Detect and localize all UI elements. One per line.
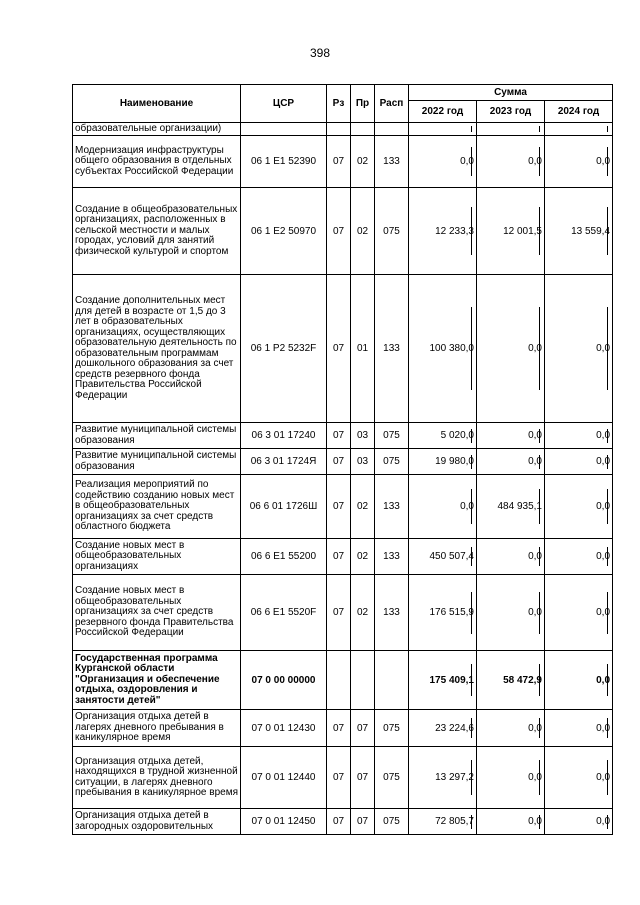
cell-rasp: 075 [375, 710, 409, 747]
cell-csr: 07 0 01 12440 [241, 747, 327, 809]
cell-csr: 06 6 01 1726Ш [241, 475, 327, 539]
cell-rasp: 075 [375, 188, 409, 275]
cell-pr: 03 [351, 423, 375, 449]
cell-v2023: 0,0 [477, 449, 545, 475]
cell-v2022: 12 233,3 [409, 188, 477, 275]
table-row [73, 747, 613, 809]
table-row [73, 123, 613, 136]
cell-pr: 01 [351, 275, 375, 423]
cell-v2022: 0,0 [409, 475, 477, 539]
cell-v2022: 5 020,0 [409, 423, 477, 449]
cell-v2024: 0,0 [545, 423, 613, 449]
cell-rz: 07 [327, 188, 351, 275]
budget-table [72, 84, 613, 835]
cell-pr: 07 [351, 710, 375, 747]
table-row [73, 275, 613, 423]
cell-rasp: 133 [375, 539, 409, 575]
cell-rz: 07 [327, 136, 351, 188]
cell-rasp: 133 [375, 475, 409, 539]
cell-name: Создание в общеобразовательных организациях, расположенных в сельской местности и малых городах, условий для занятий физической культурой и спортом [73, 188, 241, 275]
cell-v2023: 0,0 [477, 423, 545, 449]
cell-csr: 07 0 00 00000 [241, 651, 327, 710]
cell-rz: 07 [327, 475, 351, 539]
header-year-2023: 2023 год [477, 101, 545, 123]
cell-name: Государственная программа Курганской области "Организация и обеспечение отдыха, оздоровления и занятости детей" [73, 651, 241, 710]
cell-csr: 06 6 E1 5520F [241, 575, 327, 651]
cell-v2023: 0,0 [477, 539, 545, 575]
cell-csr: 07 0 01 12450 [241, 809, 327, 835]
cell-csr: 06 3 01 1724Я [241, 449, 327, 475]
cell-v2023: 0,0 [477, 136, 545, 188]
cell-v2024: 0,0 [545, 449, 613, 475]
cell-rz: 07 [327, 809, 351, 835]
cell-rz: 07 [327, 539, 351, 575]
cell-name: Развитие муниципальной системы образования [73, 449, 241, 475]
cell-v2022: 100 380,0 [409, 275, 477, 423]
cell-rz [327, 651, 351, 710]
cell-v2023: 0,0 [477, 275, 545, 423]
cell-pr [351, 651, 375, 710]
cell-v2024 [545, 123, 613, 136]
cell-rasp [375, 123, 409, 136]
cell-pr: 07 [351, 747, 375, 809]
cell-rz [327, 123, 351, 136]
cell-name: Создание новых мест в общеобразовательных организациях [73, 539, 241, 575]
header-csr: ЦСР [241, 85, 327, 123]
cell-v2024: 0,0 [545, 575, 613, 651]
cell-v2023: 12 001,5 [477, 188, 545, 275]
cell-name: Развитие муниципальной системы образования [73, 423, 241, 449]
cell-rz: 07 [327, 275, 351, 423]
cell-v2023: 0,0 [477, 809, 545, 835]
cell-name: Создание новых мест в общеобразовательных организациях за счет средств резервного фонда Правительства Российской Федерации [73, 575, 241, 651]
cell-v2022: 176 515,9 [409, 575, 477, 651]
cell-v2024: 0,0 [545, 475, 613, 539]
header-summa: Сумма [409, 85, 613, 101]
cell-v2024: 0,0 [545, 809, 613, 835]
cell-pr: 02 [351, 575, 375, 651]
cell-v2023: 0,0 [477, 575, 545, 651]
cell-rz: 07 [327, 747, 351, 809]
cell-v2023 [477, 123, 545, 136]
cell-pr: 07 [351, 809, 375, 835]
cell-rasp: 133 [375, 136, 409, 188]
cell-v2022: 175 409,1 [409, 651, 477, 710]
table-row [73, 539, 613, 575]
cell-rasp: 133 [375, 575, 409, 651]
table-row [73, 136, 613, 188]
cell-v2024: 0,0 [545, 136, 613, 188]
cell-rasp: 075 [375, 747, 409, 809]
cell-name: Реализация мероприятий по содействию созданию новых мест в общеобразовательных организациях за счет средств областного бюджета [73, 475, 241, 539]
table-row [73, 188, 613, 275]
header-year-2022: 2022 год [409, 101, 477, 123]
cell-csr: 06 1 E2 50970 [241, 188, 327, 275]
cell-v2022: 72 805,7 [409, 809, 477, 835]
cell-rasp: 075 [375, 449, 409, 475]
cell-v2022: 0,0 [409, 136, 477, 188]
cell-v2023: 0,0 [477, 747, 545, 809]
cell-v2024: 13 559,4 [545, 188, 613, 275]
cell-csr: 06 1 E1 52390 [241, 136, 327, 188]
table-row [73, 423, 613, 449]
header-name: Наименование [73, 85, 241, 123]
cell-v2024: 0,0 [545, 539, 613, 575]
cell-v2024: 0,0 [545, 747, 613, 809]
cell-pr: 03 [351, 449, 375, 475]
cell-v2023: 58 472,9 [477, 651, 545, 710]
cell-v2022: 13 297,2 [409, 747, 477, 809]
cell-csr: 06 6 E1 55200 [241, 539, 327, 575]
header-year-2024: 2024 год [545, 101, 613, 123]
header-rasp: Расп [375, 85, 409, 123]
header-rz: Рз [327, 85, 351, 123]
cell-rz: 07 [327, 575, 351, 651]
cell-pr: 02 [351, 188, 375, 275]
cell-name: Организация отдыха детей в лагерях дневного пребывания в каникулярное время [73, 710, 241, 747]
cell-v2023: 0,0 [477, 710, 545, 747]
cell-v2022: 19 980,0 [409, 449, 477, 475]
cell-name: Организация отдыха детей в загородных оздоровительных [73, 809, 241, 835]
cell-name: Создание дополнительных мест для детей в возрасте от 1,5 до 3 лет в образовательных организациях, осуществляющих образовательную деятельность по образовательным программам дошкольного образования за счет средств резервного фонда Правительства Российской Федерации [73, 275, 241, 423]
cell-rz: 07 [327, 710, 351, 747]
cell-csr: 06 1 P2 5232F [241, 275, 327, 423]
cell-name: образовательные организации) [73, 123, 241, 136]
cell-v2022: 450 507,4 [409, 539, 477, 575]
table-row [73, 475, 613, 539]
cell-rasp: 133 [375, 275, 409, 423]
cell-v2023: 484 935,1 [477, 475, 545, 539]
cell-rasp: 075 [375, 423, 409, 449]
table-row [73, 651, 613, 710]
table-row [73, 710, 613, 747]
cell-csr [241, 123, 327, 136]
cell-pr: 02 [351, 539, 375, 575]
header-pr: Пр [351, 85, 375, 123]
table-row [73, 809, 613, 835]
table-row [73, 575, 613, 651]
cell-pr: 02 [351, 136, 375, 188]
cell-csr: 06 3 01 17240 [241, 423, 327, 449]
cell-v2024: 0,0 [545, 275, 613, 423]
cell-rz: 07 [327, 449, 351, 475]
cell-rz: 07 [327, 423, 351, 449]
cell-v2022 [409, 123, 477, 136]
cell-csr: 07 0 01 12430 [241, 710, 327, 747]
cell-pr [351, 123, 375, 136]
cell-v2022: 23 224,6 [409, 710, 477, 747]
cell-rasp [375, 651, 409, 710]
page-number: 398 [309, 46, 331, 60]
cell-v2024: 0,0 [545, 651, 613, 710]
cell-rasp: 075 [375, 809, 409, 835]
cell-name: Организация отдыха детей, находящихся в трудной жизненной ситуации, в лагерях дневного пребывания в каникулярное время [73, 747, 241, 809]
cell-name: Модернизация инфраструктуры общего образования в отдельных субъектах Российской Федерации [73, 136, 241, 188]
cell-pr: 02 [351, 475, 375, 539]
table-row [73, 449, 613, 475]
cell-v2024: 0,0 [545, 710, 613, 747]
